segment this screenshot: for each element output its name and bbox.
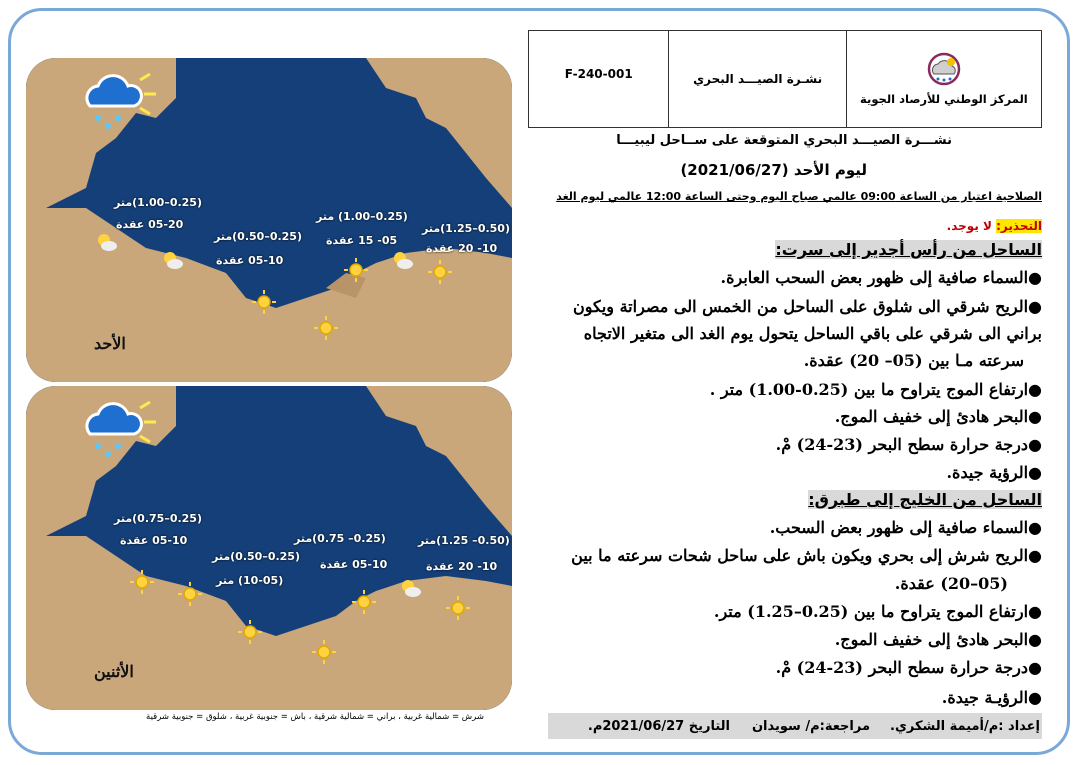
reviewed-by: مراجعة:م/ سويدان: [751, 718, 870, 734]
bullet-sea-state: ●البحر هادئ إلى خفيف الموج.: [834, 630, 1042, 649]
section-heading-west: الساحل من رأس أجدير إلى سرت:: [775, 240, 1042, 259]
header-org-cell: [846, 31, 1041, 127]
zone3-wind: 05-10 عقدة: [320, 558, 388, 571]
bullet-visibility: ●الرؤية جيدة.: [946, 463, 1042, 482]
header-table: [528, 30, 1042, 128]
zone2-wave: (0.25–0.50)متر: [212, 550, 300, 563]
section-heading-east: الساحل من الخليج إلى طبرق:: [808, 490, 1042, 509]
footer-date: التاريخ 2021/06/27م.: [587, 718, 730, 734]
sun-icon: [352, 590, 376, 614]
zone4-wave: (0.50–1.25)متر: [422, 222, 510, 235]
zone3-wave: (0.25– 0.75)متر: [294, 532, 386, 545]
thunderstorm-rain-icon: [78, 66, 158, 136]
bullet-wind-cont: (05–20) عقدة.: [894, 574, 1008, 593]
thunderstorm-rain-icon: [78, 394, 158, 464]
sun-icon: [252, 290, 276, 314]
warning-label: التحذير:: [996, 219, 1042, 233]
bullet-wave: ●ارتفاع الموج يتراوح ما بين (0.25–1.25) متر.: [713, 602, 1042, 621]
zone4-wave: (0.50– 1.25)متر: [418, 534, 510, 547]
zone1-wind: 05-10 عقدة: [120, 534, 188, 547]
sun-cloud-icon: [94, 230, 118, 254]
day-label: الأثنين: [94, 662, 134, 681]
sun-cloud-icon: [390, 248, 414, 272]
zone2-wind: (10-05) متر: [216, 574, 284, 587]
wind-terms-legend: شرش = شمالية غربية ، براني = شمالية شرقية ، باش = جنوبية غربية ، شلوق = جنوبية شرقية: [146, 712, 484, 722]
zone2-wave: (0.25–0.50)متر: [214, 230, 302, 243]
sun-icon: [238, 620, 262, 644]
prepared-by: إعداد :م/أميمة الشكري.: [890, 718, 1040, 734]
forecast-map-monday: [26, 386, 512, 710]
sun-icon: [178, 582, 202, 606]
zone1-wave: (0.25–0.75)متر: [114, 512, 202, 525]
bullet-wind-cont: براني الى شرقي على باقي الساحل يتحول يوم الغد الى متغير الاتجاه: [583, 324, 1042, 343]
bulletin-title: نشـــرة الصيـــد البحري المتوقعة على ســاحل ليبيـــا: [616, 133, 952, 148]
sun-cloud-icon: [398, 576, 422, 600]
org-name: المركز الوطني للأرصاد الجوية: [860, 92, 1028, 106]
bullet-wind: ●الريح شرش إلى بحري ويكون باش على ساحل شحات سرعته ما بين: [571, 546, 1042, 565]
bullet-wind-cont: سرعته مـا بين (05– 20) عقدة.: [803, 351, 1024, 370]
zone1-wind: 05-20 عقدة: [116, 218, 184, 231]
zone1-wave: (0.25–1.00)متر: [114, 196, 202, 209]
warning-value: لا يوجد.: [946, 219, 992, 233]
bullet-visibility: ●الرؤيـة جيدة.: [941, 688, 1042, 707]
bullet-sky: ●السماء صافية إلى ظهور بعض السحب.: [769, 518, 1042, 537]
header-code-cell: [529, 31, 668, 127]
bullet-sea-temp: ●درجة حرارة سطح البحر (23-24) مْ.: [775, 658, 1042, 677]
bullet-sea-temp: ●درجة حرارة سطح البحر (23-24) مْ.: [775, 435, 1042, 454]
sun-icon: [428, 260, 452, 284]
zone3-wind: 05- 15 عقدة: [326, 234, 398, 247]
zone2-wind: 05-10 عقدة: [216, 254, 284, 267]
doc-title: نشـرة الصيـــد البحري: [693, 72, 823, 86]
bullet-wind: ●الريح شرقي الى شلوق على الساحل من الخمس الى مصراتة ويكون: [573, 297, 1042, 316]
warning-line: [947, 219, 1042, 233]
sun-icon: [344, 258, 368, 282]
footer-bar: [548, 713, 1042, 739]
sun-icon: [446, 596, 470, 620]
sun-icon: [312, 640, 336, 664]
sun-icon: [130, 570, 154, 594]
validity-period: الصلاحية اعتبار من الساعة 09:00 عالمي صباح اليوم وحتى الساعة 12:00 عالمي ليوم الغد: [556, 190, 1042, 203]
day-label: الأحد: [94, 334, 126, 353]
sun-icon: [314, 316, 338, 340]
zone4-wind: 10- 20 عقدة: [426, 560, 498, 573]
meteorology-logo-icon: [924, 52, 964, 86]
bullet-wave: ●ارتفاع الموج يتراوح ما بين (0.25-1.00) متر .: [709, 380, 1042, 399]
sun-cloud-icon: [160, 248, 184, 272]
doc-code: F-240-001: [564, 67, 633, 81]
zone4-wind: 10- 20 عقدة: [426, 242, 498, 255]
forecast-map-sunday: [26, 58, 512, 382]
bullet-sky: ●السماء صافية إلى ظهور بعض السحب العابرة.: [720, 268, 1042, 287]
zone3-wave: (0.25–1.00) متر: [316, 210, 408, 223]
bullet-sea-state: ●البحر هادئ إلى خفيف الموج.: [834, 407, 1042, 426]
bulletin-day: ليوم الأحد (2021/06/27): [680, 161, 867, 179]
header-title-cell: [668, 31, 845, 127]
